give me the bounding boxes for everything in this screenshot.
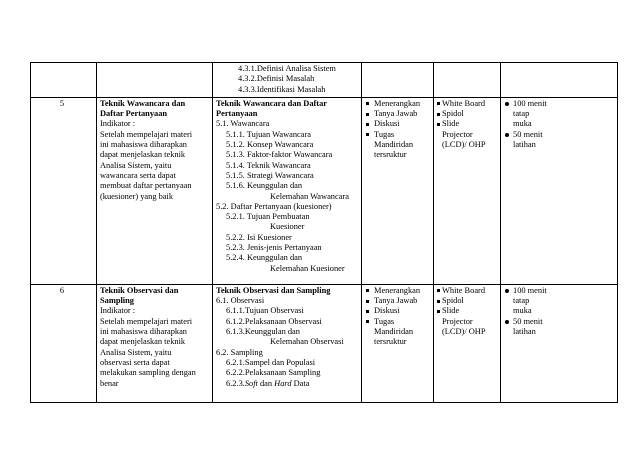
material-line: Kelemahan Observasi [270,337,344,347]
indikator-label: Indikator : [100,119,136,129]
row-number: 5 [59,98,65,108]
time-text: muka [513,119,532,129]
method-item-text: tersruktur [374,150,407,160]
topic-title: Daftar Pertanyaan [100,109,168,119]
row-number: 6 [59,285,65,295]
material-suffix: Data [291,378,310,388]
method-item: Tanya Jawab [365,109,430,119]
table-row-5 [31,97,618,284]
material-line: 5.2.3. Jenis-jenis Pertanyaan [226,243,322,253]
indikator-text: Setelah mempelajari materi [100,129,193,139]
method-item-text: Tugas [374,129,395,139]
material-line: 5.1.5. Strategi Wawancara [226,170,314,180]
cell-media [434,63,501,98]
material-line-last [216,379,358,389]
cell-no [31,97,97,284]
time-text: tatap [513,109,530,119]
material-line: 5.1.4. Teknik Wawancara [226,160,311,170]
media-item [437,306,497,337]
course-plan-table [30,62,618,403]
cell-topic [97,97,213,284]
indikator-text: Setelah mempelajari materi [100,316,193,326]
table-row-6 [31,284,618,402]
topic-title: Teknik Observasi dan [100,285,179,295]
material-hard: Hard [274,378,292,388]
indikator-text: (kuesioner) yang baik [100,191,174,201]
material-line: 5.1.2. Konsep Wawancara [226,140,314,150]
indikator-label: Indikator : [100,306,136,316]
material-line: Kelemahan Kuesioner [270,263,345,273]
method-item: Diskusi [365,119,430,129]
media-item-text: (LCD)/ OHP [442,140,486,150]
cell-time [501,284,618,402]
time-item [504,130,614,151]
cell-no [31,284,97,402]
cell-material [213,97,362,284]
material-line: 5.2.2. Isi Kuesioner [226,232,292,242]
cell-topic [97,284,213,402]
topic-title: Sampling [100,296,134,306]
method-item: Diskusi [365,306,430,316]
material-mid: dan [257,378,275,388]
material-line: 6.1.2.Pelaksanaan Observasi [226,316,322,326]
cell-time [501,63,618,98]
time-text: latihan [513,140,536,150]
method-word: dan [400,327,414,337]
material-title: Pertanyaan [216,109,258,119]
indikator-text: membuat daftar pertanyaan [100,181,192,191]
media-item: White Board [437,99,497,109]
indikator-text: dapat menjelaskan teknik [100,150,186,160]
method-item: Tanya Jawab [365,296,430,306]
material-line: Kelemahan Wawancara [270,191,349,201]
cell-media [434,97,501,284]
time-text: muka [513,306,532,316]
media-item: Spidol [437,296,497,306]
material-line: 5.2.1. Tujuan Pembuatan [226,212,310,222]
indikator-text: observasi serta dapat [100,357,170,367]
time-text: 50 menit [513,129,543,139]
indikator-text: ini mahasiswa diharapkan [100,140,187,150]
material-title: Teknik Wawancara dan Daftar [216,98,327,108]
indikator-text: benar [100,378,119,388]
material-line: 5.1. Wawancara [216,119,270,129]
media-item: Spidol [437,109,497,119]
material-line: Kuesioner [270,222,305,232]
cell-media [434,284,501,402]
topic-title: Teknik Wawancara dan [100,98,186,108]
media-item-text: Slide [442,306,460,316]
media-item: White Board [437,286,497,296]
material-line: 4.3.3.Identifikasi Masalah [238,84,326,94]
material-line: 5.1.3. Faktor-faktor Wawancara [226,150,333,160]
time-item [504,99,614,130]
time-text: latihan [513,327,536,337]
method-item [365,130,430,161]
material-line: 4.3.1.Definisi Analisa Sistem [238,64,336,73]
method-word: Mandiri [374,327,401,337]
material-prefix: 6.2.3. [226,378,245,388]
indikator-text: Analisa Sistem, yaitu [100,347,172,357]
material-title: Teknik Observasi dan Sampling [216,285,331,295]
cell-material [213,63,362,98]
method-item-text [374,140,430,150]
media-item-text: Slide [442,119,460,129]
media-item [437,119,497,150]
cell-method [362,284,434,402]
indikator-text: ini mahasiswa diharapkan [100,327,187,337]
table-row-continuation [31,63,618,98]
method-item: Menerangkan [365,286,430,296]
material-line: 5.2. Daftar Pertanyaan (kuesioner) [216,201,332,211]
indikator-text: melakukan sampling dengan [100,368,196,378]
material-line: 5.1.1. Tujuan Wawancara [226,129,311,139]
cell-method [362,63,434,98]
indikator-text: wawancara serta dapat [100,170,176,180]
method-word: Mandiri [374,140,401,150]
method-item-text: Tugas [374,316,395,326]
method-word: dan [400,140,414,150]
material-line: 6.2.2.Pelaksanaan Sampling [226,368,321,378]
cell-method [362,97,434,284]
cell-material [213,284,362,402]
time-text: 100 menit [513,98,547,108]
time-text: 100 menit [513,285,547,295]
time-item [504,317,614,338]
time-text: 50 menit [513,316,543,326]
media-item-text: Projector [442,316,473,326]
material-soft: Soft [244,378,258,388]
material-line: 5.2.4. Keunggulan dan [226,253,303,263]
material-line: 6.2. Sampling [216,347,263,357]
material-line: 6.1.1.Tujuan Observasi [226,306,304,316]
cell-no [31,63,97,98]
material-line: 4.3.2.Definisi Masalah [238,74,315,84]
method-item [365,317,430,348]
indikator-text: dapat menjelaskan teknik [100,337,186,347]
cell-time [501,97,618,284]
method-item-text: tersruktur [374,337,407,347]
time-text: tatap [513,296,530,306]
cell-topic [97,63,213,98]
method-item: Menerangkan [365,99,430,109]
time-item [504,286,614,317]
method-item-text [374,327,430,337]
material-line: 5.1.6. Keunggulan dan [226,181,303,191]
media-item-text: Projector [442,129,473,139]
material-line: 6.2.1.Sampel dan Populasi [226,357,316,367]
indikator-text: Analisa Sistem, yaitu [100,160,172,170]
media-item-text: (LCD)/ OHP [442,327,486,337]
material-line: 6.1.3.Keunggulan dan [226,327,300,337]
material-line: 6.1. Observasi [216,296,265,306]
